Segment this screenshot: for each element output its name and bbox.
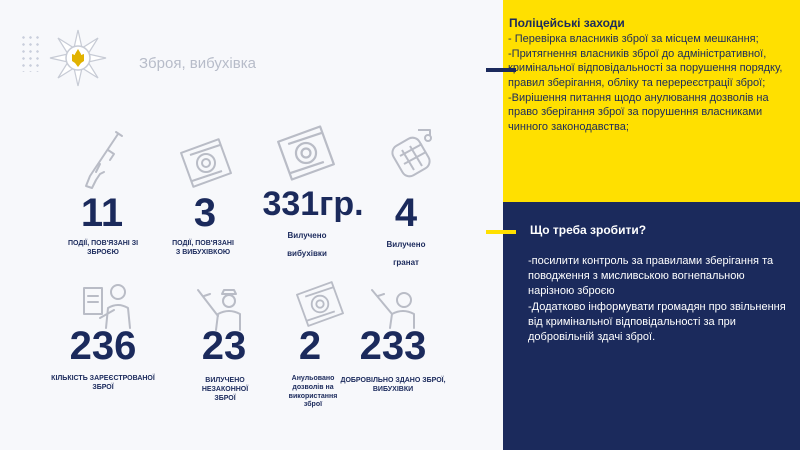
explosive-bundle-icon (296, 280, 344, 328)
stat-caption: Вилучено вибухівки (287, 231, 327, 259)
explosive-bundle-icon (180, 137, 232, 189)
section-title: Зброя, вибухівка (139, 55, 256, 72)
stat-value: 23 (201, 324, 247, 368)
stat-caption: Вилучено гранат (386, 240, 426, 268)
explosive-bundle-icon (277, 124, 335, 182)
stat-value: 236 (69, 324, 137, 368)
police-measures-title: Поліцейські заходи (509, 16, 625, 30)
police-measure-item: -Вирішення питання щодо анулювання дозволів на право зберігання зброї за порушення власниками чинного законодавства; (508, 91, 769, 133)
stat-value: 331гр. (262, 185, 364, 223)
rifle-icon (78, 130, 126, 190)
stat-caption: ДОБРОВІЛЬНО ЗДАНО ЗБРОЇ, ВИБУХІВКИ (340, 377, 446, 393)
stat-value: 2 (298, 324, 322, 368)
dot-pattern-decoration (20, 34, 42, 72)
police-measures-list (508, 32, 790, 134)
police-measure-item: - Перевірка власників зброї за місцем мешкання; (508, 33, 759, 45)
police-measure-item: -Притягнення власників зброї до адміністративної, кримінальної відповідальності за порушення порядку, правил зберігання, обліку та перереєстрації зброї; (508, 47, 783, 89)
stat-caption: ВИЛУЧЕНО НЕЗАКОННОЇ ЗБРОЇ (201, 377, 249, 402)
police-emblem-icon (48, 28, 108, 88)
stat-value: 3 (193, 191, 217, 235)
todo-list (528, 254, 788, 345)
todo-title: Що треба зробити? (530, 223, 647, 237)
accent-bar (486, 230, 516, 234)
todo-item: -посилити контроль за правилами зберігання та поводження з мисливською вогнепальною нарізною зброєю (528, 255, 774, 298)
registered-weapon-icon (80, 280, 132, 330)
stat-value: 11 (80, 191, 124, 235)
stat-value: 233 (359, 324, 427, 368)
stat-caption: Анульовано дозволів на використання зброї (288, 375, 338, 409)
stat-value: 4 (394, 191, 418, 235)
stat-caption: ПОДІЇ, ПОВ'ЯЗАНІ З ВИБУХІВКОЮ (172, 240, 234, 256)
stat-caption: ПОДІЇ, ПОВ'ЯЗАНІ ЗІ ЗБРОЄЮ (67, 240, 139, 256)
grenade-icon (388, 126, 438, 178)
stat-caption: КІЛЬКІСТЬ ЗАРЕЄСТРОВАНОЇ ЗБРОЇ (51, 375, 155, 391)
todo-item: -Додатково інформувати громадян про звільнення від кримінальної відповідальності за при добровільній здачі зброї. (528, 300, 786, 343)
